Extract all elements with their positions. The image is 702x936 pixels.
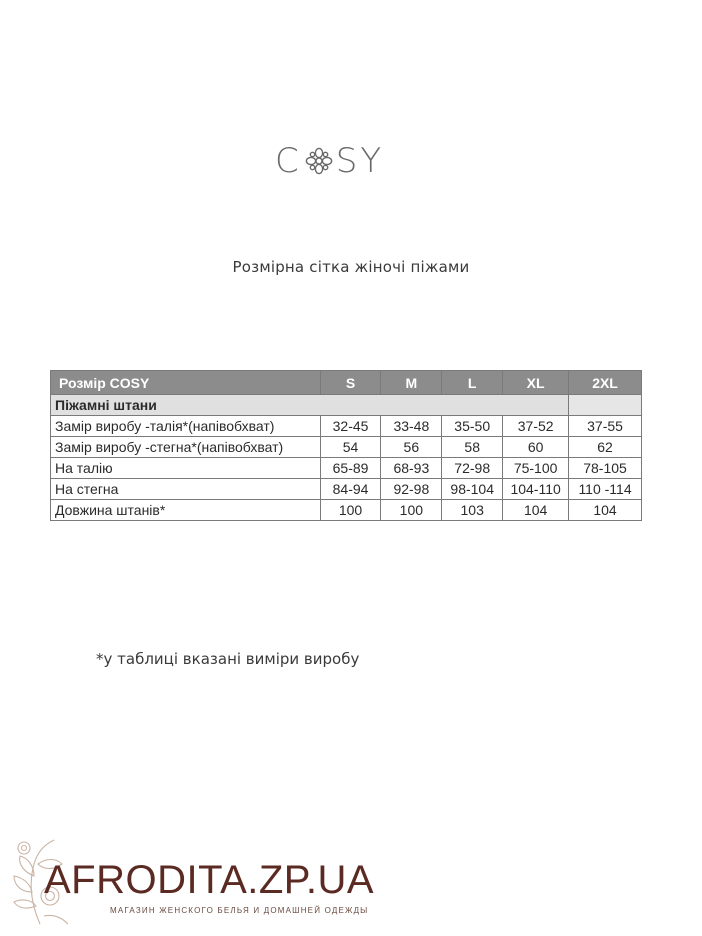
footnote: *у таблиці вказані виміри виробу — [96, 650, 360, 668]
table-cell: 103 — [442, 500, 503, 521]
table-cell: 110 -114 — [569, 479, 642, 500]
table-row — [51, 479, 642, 500]
table-cell: 78-105 — [569, 458, 642, 479]
table-cell: 98-104 — [442, 479, 503, 500]
row-label: Довжина штанів* — [51, 500, 321, 521]
table-cell: 62 — [569, 437, 642, 458]
table-cell: 32-45 — [320, 416, 381, 437]
table-cell — [569, 395, 642, 416]
table-cell: 65-89 — [320, 458, 381, 479]
size-header: L — [442, 371, 503, 395]
table-cell: 104 — [569, 500, 642, 521]
row-label: Замір виробу -талія*(напівобхват) — [51, 416, 321, 437]
table-cell: 75-100 — [503, 458, 569, 479]
table-cell: 37-52 — [503, 416, 569, 437]
brand-logo-left: C — [275, 141, 302, 181]
table-cell: 104-110 — [503, 479, 569, 500]
table-cell: 54 — [320, 437, 381, 458]
table-header-label: Розмір COSY — [51, 371, 321, 395]
flower-icon — [304, 146, 334, 176]
table-cell: 33-48 — [381, 416, 442, 437]
section-label: Піжамні штани — [51, 395, 569, 416]
table-cell: 100 — [381, 500, 442, 521]
table-cell: 60 — [503, 437, 569, 458]
size-table — [50, 370, 642, 521]
size-header: M — [381, 371, 442, 395]
table-row — [51, 416, 642, 437]
table-cell: 104 — [503, 500, 569, 521]
size-header: XL — [503, 371, 569, 395]
watermark-logo — [10, 836, 380, 926]
table-row — [51, 500, 642, 521]
table-cell: 35-50 — [442, 416, 503, 437]
table-row — [51, 437, 642, 458]
table-row — [51, 458, 642, 479]
brand-logo — [275, 140, 405, 182]
table-cell: 68-93 — [381, 458, 442, 479]
table-cell: 37-55 — [569, 416, 642, 437]
table-header-row — [51, 371, 642, 395]
table-cell: 56 — [381, 437, 442, 458]
table-cell: 72-98 — [442, 458, 503, 479]
size-header: 2XL — [569, 371, 642, 395]
row-label: На стегна — [51, 479, 321, 500]
page-title: Розмірна сітка жіночі піжами — [232, 258, 470, 276]
section-row — [51, 395, 642, 416]
table-cell: 92-98 — [381, 479, 442, 500]
row-label: На талію — [51, 458, 321, 479]
watermark-name: AFRODITA.ZP.UA — [44, 858, 375, 902]
table-cell: 58 — [442, 437, 503, 458]
table-cell: 84-94 — [320, 479, 381, 500]
size-header: S — [320, 371, 381, 395]
row-label: Замір виробу -стегна*(напівобхват) — [51, 437, 321, 458]
watermark-tagline: МАГАЗИН ЖЕНСКОГО БЕЛЬЯ И ДОМАШНЕЙ ОДЕЖДЫ — [110, 906, 369, 915]
brand-logo-right: SY — [335, 141, 385, 181]
table-cell: 100 — [320, 500, 381, 521]
